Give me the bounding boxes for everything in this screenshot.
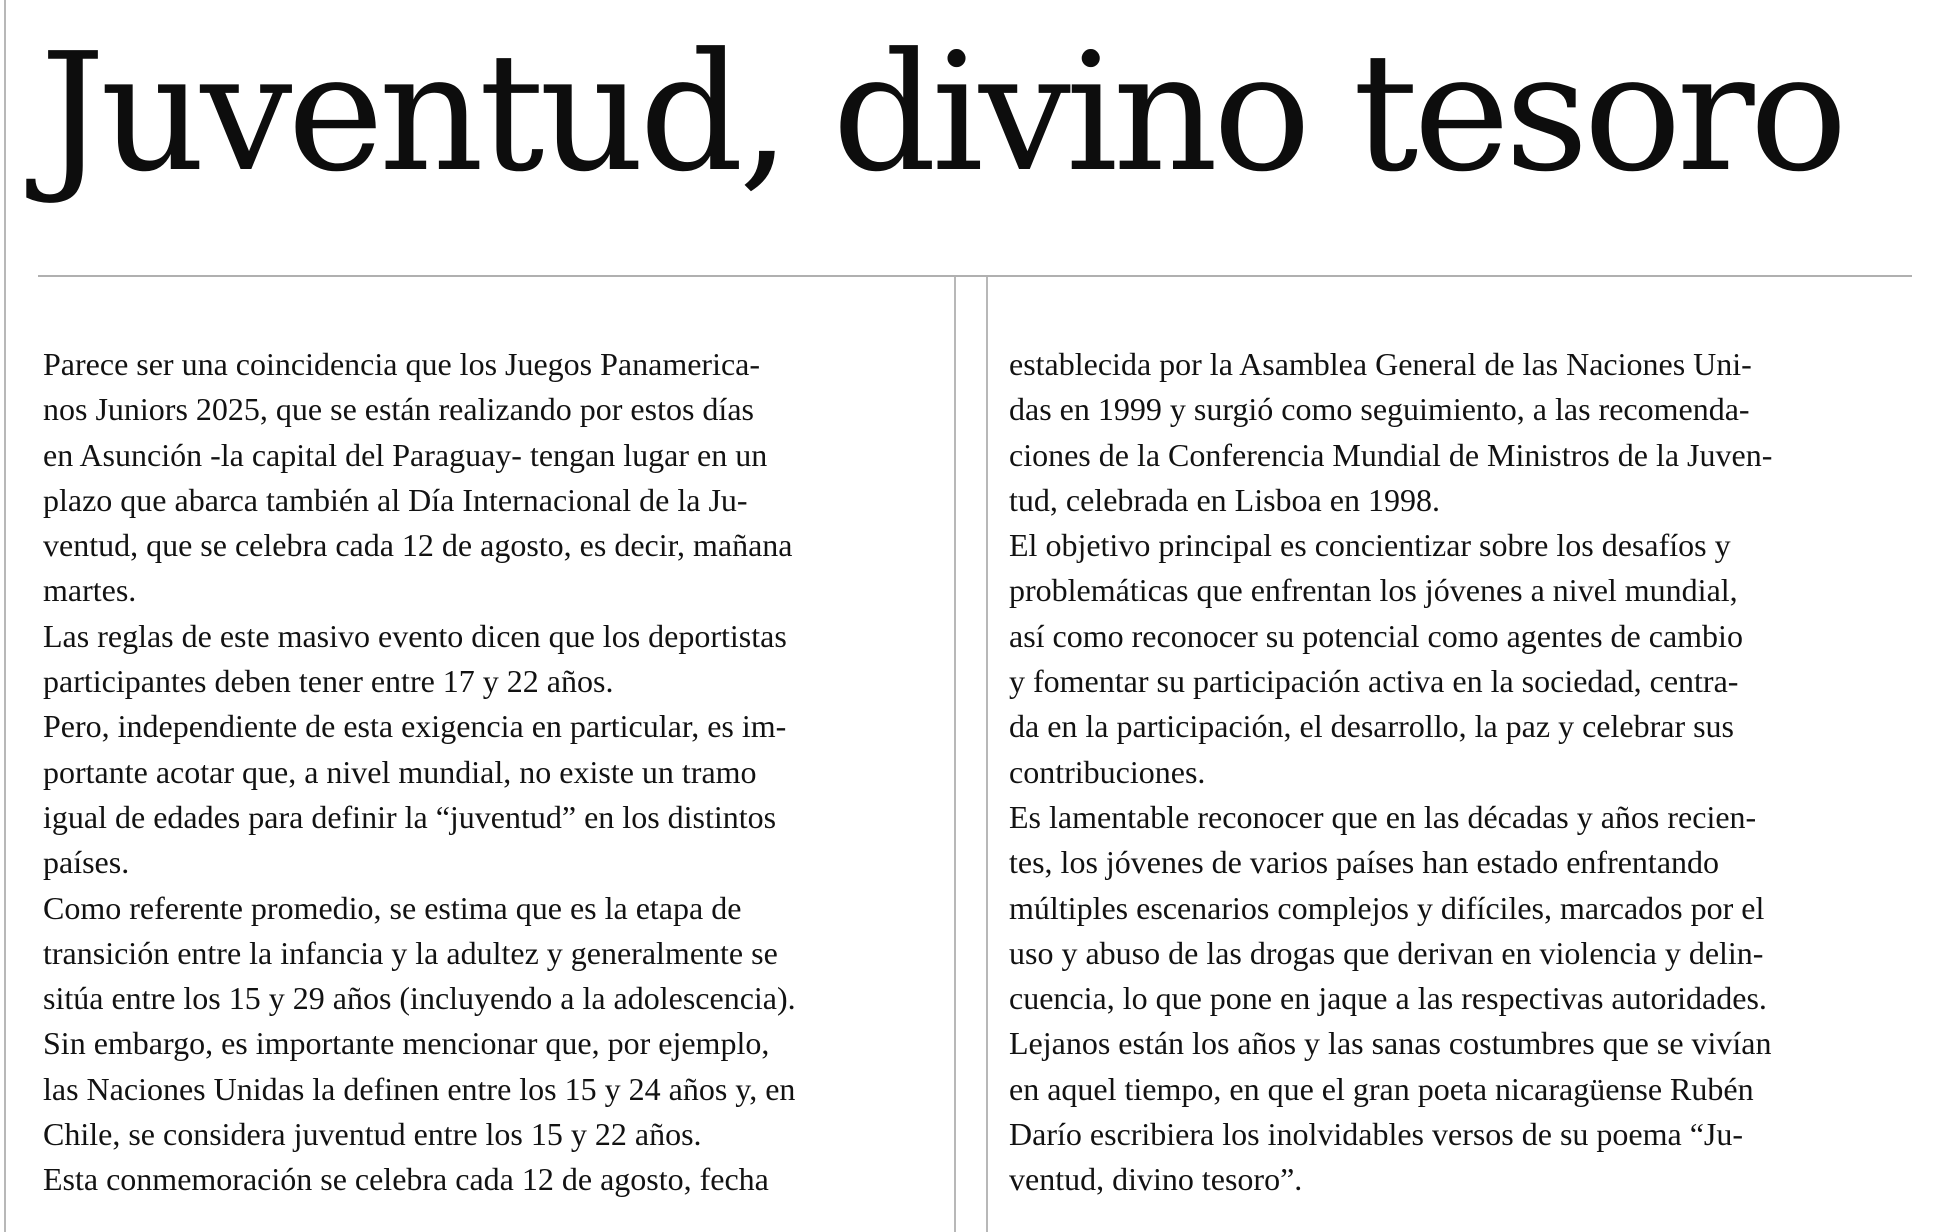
text-line: múltiples escenarios complejos y difíciles, marcados por el [1009, 889, 1765, 926]
text-line: las Naciones Unidas la definen entre los 15 y 24 años y, en [43, 1070, 796, 1107]
text-line: países. [43, 844, 130, 881]
text-line: martes. [43, 572, 137, 609]
text-line: da en la participación, el desarrollo, la paz y celebrar sus [1009, 708, 1734, 745]
article-left-column [43, 342, 943, 1203]
text-line: Pero, independiente de esta exigencia en particular, es im- [43, 708, 787, 745]
page-left-border [4, 0, 6, 1232]
text-line: plazo que abarca también al Día Internacional de la Ju- [43, 481, 748, 518]
text-line: tes, los jóvenes de varios países han estado enfrentando [1009, 844, 1720, 881]
text-line: en Asunción -la capital del Paraguay- tengan lugar en un [43, 436, 768, 473]
text-line: Chile, se considera juventud entre los 15 y 22 años. [43, 1116, 702, 1153]
text-line: Las reglas de este masivo evento dicen que los deportistas [43, 617, 787, 654]
text-line: cuencia, lo que pone en jaque a las respectivas autoridades. [1009, 980, 1767, 1017]
text-line: así como reconocer su potencial como agentes de cambio [1009, 617, 1743, 654]
text-line: Esta conmemoración se celebra cada 12 de agosto, fecha [43, 1161, 769, 1198]
text-line: Parece ser una coincidencia que los Juegos Panamerica- [43, 346, 761, 382]
headline-divider [38, 275, 1912, 277]
text-line: igual de edades para definir la “juventud” en los distintos [43, 798, 777, 835]
text-line: Lejanos están los años y las sanas costumbres que se vivían [1009, 1025, 1772, 1062]
text-line: en aquel tiempo, en que el gran poeta nicaragüense Rubén [1009, 1070, 1754, 1107]
text-line: das en 1999 y surgió como seguimiento, a las recomenda- [1009, 391, 1750, 428]
text-line: ventud, divino tesoro”. [1009, 1161, 1303, 1198]
article-right-column [1009, 342, 1909, 1203]
text-line: Como referente promedio, se estima que es la etapa de [43, 889, 742, 926]
text-line: y fomentar su participación activa en la sociedad, centra- [1009, 663, 1739, 700]
text-line: nos Juniors 2025, que se están realizando por estos días [43, 391, 754, 428]
text-line: portante acotar que, a nivel mundial, no existe un tramo [43, 753, 757, 790]
text-line: establecida por la Asamblea General de las Naciones Uni- [1009, 346, 1752, 382]
text-line: problemáticas que enfrentan los jóvenes a nivel mundial, [1009, 572, 1738, 609]
text-line: Sin embargo, es importante mencionar que, por ejemplo, [43, 1025, 770, 1062]
text-line: Es lamentable reconocer que en las décadas y años recien- [1009, 798, 1757, 835]
text-line: Darío escribiera los inolvidables versos de su poema “Ju- [1009, 1116, 1744, 1153]
text-line: contribuciones. [1009, 753, 1206, 790]
column-divider-left [954, 277, 956, 1232]
column-divider-right [986, 277, 988, 1232]
text-line: sitúa entre los 15 y 29 años (incluyendo a la adolescencia). [43, 980, 796, 1017]
text-line: uso y abuso de las drogas que derivan en violencia y delin- [1009, 934, 1764, 971]
text-line: ventud, que se celebra cada 12 de agosto, es decir, mañana [43, 527, 793, 564]
text-line: ciones de la Conferencia Mundial de Ministros de la Juven- [1009, 436, 1773, 473]
article-headline: Juventud, divino tesoro [40, 19, 1843, 208]
text-line: participantes deben tener entre 17 y 22 años. [43, 663, 614, 700]
text-line: transición entre la infancia y la adultez y generalmente se [43, 934, 778, 971]
text-line: El objetivo principal es concientizar sobre los desafíos y [1009, 527, 1731, 564]
text-line: tud, celebrada en Lisboa en 1998. [1009, 481, 1440, 518]
